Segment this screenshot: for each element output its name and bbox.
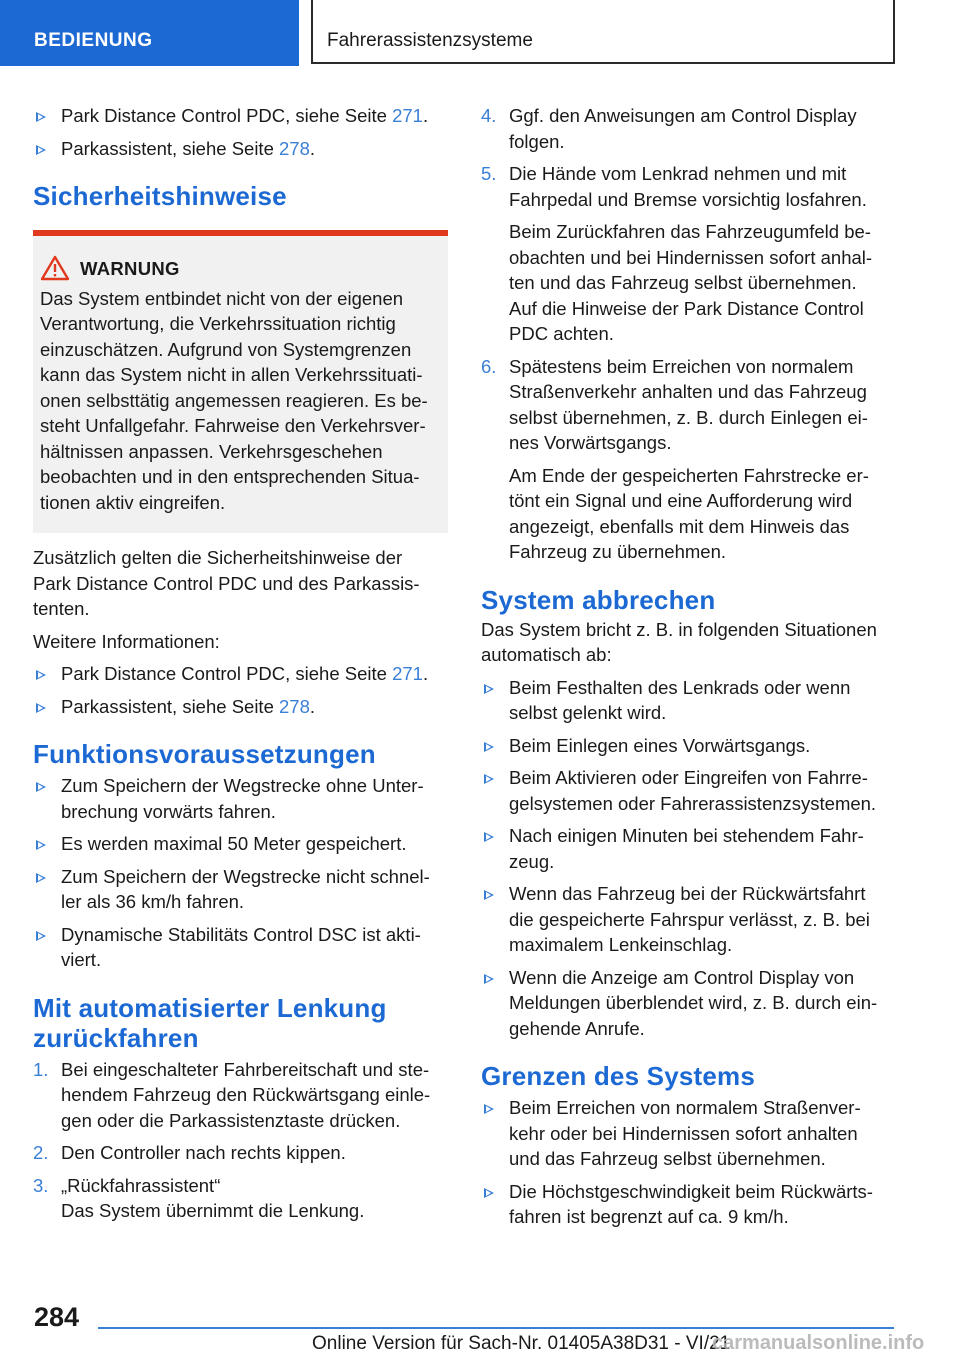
warning-text: Das System entbindet nicht von der eigenen Verantwortung, die Verkehrssituation richtig einzuschätzen. Aufgrund von Systemgrenzen kann das System nicht in allen Verkehrssituati- onen selbsttätig angemessen reagieren. Es be- steht Unfallgefahr. Fahrweise den Verkehrsver- hältnissen anpassen. Verkehrsgeschehen beobachten und in den entsprechenden Situa- tionen aktiv eingreifen. (40, 287, 428, 513)
bullet-triangle-icon (484, 832, 494, 842)
list-item: Wenn das Fahrzeug bei der Rückwärtsfahrt die gespeicherte Fahrspur verlässt, z. B. bei maximalem Lenkeinschlag. (481, 881, 891, 958)
bullet-triangle-icon (484, 684, 494, 694)
step-item: 3. „Rückfahrassistent“ (33, 1174, 221, 1196)
chapter-title: Fahrerassistenzsysteme (311, 0, 895, 64)
paragraph: Weitere Informationen: (33, 630, 220, 652)
step-note: Das System übernimmt die Lenkung. (61, 1200, 365, 1221)
watermark: carmanualsonline.info (712, 1332, 925, 1354)
section-heading-cancel: System abbrechen (481, 584, 716, 615)
step-item: 5. Die Hände vom Lenkrad nehmen und mit Fahrpedal und Bremse vorsichtig losfahren. (481, 163, 867, 210)
page-link-271[interactable]: 271 (392, 105, 423, 126)
page-link-278[interactable]: 278 (279, 695, 310, 717)
list-item: Die Höchstgeschwindigkeit beim Rückwärts- fahren ist begrenzt auf ca. 9 km/h. (481, 1179, 891, 1230)
warning-triangle-icon (40, 255, 70, 281)
list-item: Wenn die Anzeige am Control Display von Meldungen überblendet wird, z. B. durch ein- gehende Anrufe. (481, 965, 891, 1042)
warning-title: WARNUNG (40, 256, 440, 282)
footer-divider (98, 1327, 894, 1329)
step-item: 1. Bei eingeschalteter Fahrbereitschaft und ste- hendem Fahrzeug den Rückwärtsgang einle- gen oder die Parkassistenztaste drücken. (33, 1058, 431, 1131)
list-item: Zum Speichern der Wegstrecke ohne Unter- brechung vorwärts fahren. (33, 773, 448, 824)
bullet-triangle-icon (36, 873, 46, 883)
bullet-triangle-icon (36, 670, 46, 680)
bullet-triangle-icon (484, 890, 494, 900)
list-item: Zum Speichern der Wegstrecke nicht schnel- ler als 36 km/h fahren. (33, 864, 448, 915)
list-item: Parkassistent, siehe Seite 278. (33, 694, 448, 720)
bullet-triangle-icon (36, 840, 46, 850)
warning-box (33, 230, 448, 533)
bullet-triangle-icon (36, 145, 46, 155)
section-heading-safety: Sicherheitshinweise (33, 181, 287, 211)
page-number: 284 (34, 1302, 80, 1332)
step-item: 6. Spätestens beim Erreichen von normalem Straßenverkehr anhalten und das Fahrzeug selbst übernehmen, z. B. durch Einlegen ei- nes Vorwärtsgangs. (481, 355, 868, 453)
bullet-triangle-icon (484, 1104, 494, 1114)
step-item: 2. Den Controller nach rechts kippen. (33, 1142, 346, 1163)
list-item: Park Distance Control PDC, siehe Seite 271. (33, 103, 448, 129)
right-column (481, 103, 891, 1237)
page-header (0, 0, 960, 66)
list-item: Beim Einlegen eines Vorwärtsgangs. (481, 733, 891, 759)
page-link-271[interactable]: 271 (392, 663, 423, 684)
list-item: Beim Erreichen von normalem Straßenver- kehr oder bei Hindernissen sofort anhalten und das Fahrzeug selbst übernehmen. (481, 1095, 891, 1172)
section-heading-requirements: Funktionsvoraussetzungen (33, 739, 376, 769)
list-item: Park Distance Control PDC, siehe Seite 271. (33, 661, 448, 687)
bullet-triangle-icon (36, 782, 46, 792)
section-heading-limits: Grenzen des Systems (481, 1061, 756, 1091)
left-column (33, 103, 448, 1231)
list-item: Beim Festhalten des Lenkrads oder wenn selbst gelenkt wird. (481, 675, 891, 726)
section-heading-auto-steering: Mit automatisierter Lenkung zurückfahren (33, 992, 387, 1053)
list-item: Parkassistent, siehe Seite 278. (33, 136, 448, 162)
bullet-triangle-icon (36, 112, 46, 122)
paragraph: Zusätzlich gelten die Sicherheitshinweise der Park Distance Control PDC und des Parkassis- tenten. (33, 547, 420, 619)
footer-version: Online Version für Sach-Nr. 01405A38D31 - VI/21 (312, 1333, 731, 1354)
section-tab: BEDIENUNG (0, 0, 299, 66)
list-item: Nach einigen Minuten bei stehendem Fahr- zeug. (481, 823, 891, 874)
list-item: Beim Aktivieren oder Eingreifen von Fahrre- gelsystemen oder Fahrerassistenzsystemen. (481, 765, 891, 816)
step-note: Beim Zurückfahren das Fahrzeugumfeld be- obachten und bei Hindernissen sofort anhal- ten und das Fahrzeug selbst übernehmen. Auf die Hinweise der Park Distance Control PDC achten. (509, 221, 873, 344)
list-item: Dynamische Stabilitäts Control DSC ist akti- viert. (33, 922, 448, 973)
step-item: 4. Ggf. den Anweisungen am Control Display folgen. (481, 105, 857, 152)
bullet-triangle-icon (36, 703, 46, 713)
bullet-triangle-icon (36, 931, 46, 941)
page-link-278[interactable]: 278 (279, 137, 310, 159)
step-note: Am Ende der gespeicherten Fahrstrecke er- tönt ein Signal und eine Aufforderung wird angezeigt, ebenfalls mit dem Hinweis das Fahrzeug zu übernehmen. (509, 464, 869, 562)
bullet-triangle-icon (484, 1188, 494, 1198)
bullet-triangle-icon (484, 774, 494, 784)
list-item: Es werden maximal 50 Meter gespeichert. (33, 831, 448, 857)
bullet-triangle-icon (484, 742, 494, 752)
paragraph: Das System bricht z. B. in folgenden Situationen automatisch ab: (481, 618, 877, 665)
bullet-triangle-icon (484, 974, 494, 984)
